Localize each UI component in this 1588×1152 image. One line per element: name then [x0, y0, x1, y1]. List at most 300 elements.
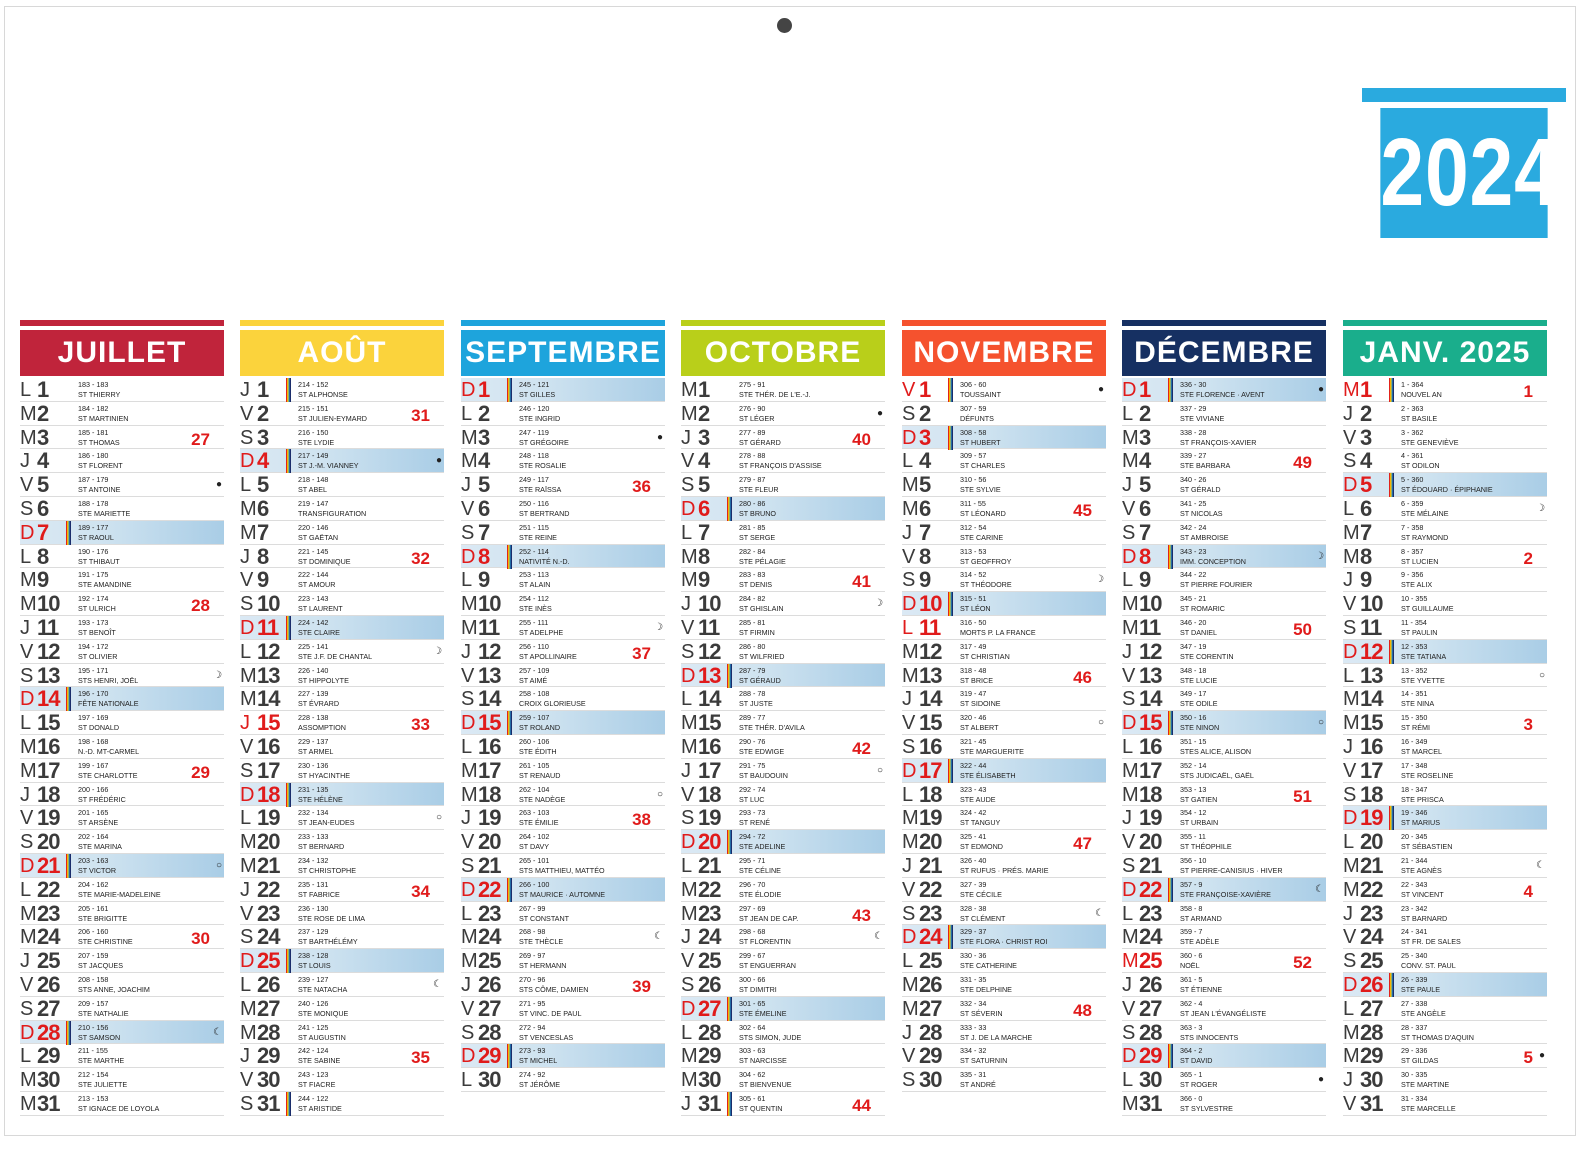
saint-name: ST GILDAS: [1401, 1056, 1439, 1066]
day-info: [298, 380, 348, 400]
weekday-letter: M: [1122, 759, 1139, 782]
day-number: 17: [257, 757, 280, 783]
day-info: [298, 547, 351, 567]
saint-name: ST FRANÇOIS D'ASSISE: [739, 461, 822, 471]
day-number: 28: [37, 1019, 60, 1045]
weekday-letter: S: [1122, 688, 1136, 711]
day-row: [20, 925, 224, 949]
day-row: [1122, 426, 1326, 450]
saint-name: ST BIENVENUE: [739, 1080, 792, 1090]
weekday-letter: M: [20, 926, 37, 949]
week-number: 28: [191, 596, 210, 616]
day-info: [1401, 832, 1452, 852]
day-info: [298, 1046, 340, 1066]
day-info: [1180, 737, 1251, 757]
day-number: 15: [1139, 710, 1162, 736]
saint-name: CROIX GLORIEUSE: [519, 699, 586, 709]
day-row: [240, 759, 444, 783]
saint-name: ST ÉVRARD: [298, 699, 340, 709]
day-info: [1180, 523, 1229, 543]
day-count: 221 - 145: [298, 546, 329, 556]
day-info: [960, 523, 1003, 543]
weekday-letter: M: [1343, 854, 1360, 877]
saint-name: ST ANDRÉ: [960, 1080, 996, 1090]
day-info: [1180, 689, 1218, 709]
day-count: 357 - 9: [1180, 879, 1203, 889]
day-row: [902, 568, 1106, 592]
day-count: 228 - 138: [298, 713, 329, 723]
day-number: 24: [37, 924, 60, 950]
day-row: [20, 449, 224, 473]
month-title: AOÛT: [240, 330, 444, 376]
saint-name: ST OLIVIER: [78, 651, 118, 661]
weekday-letter: M: [1122, 593, 1139, 616]
day-info: [739, 451, 822, 471]
saint-name: ST PIERRE FOURIER: [1180, 580, 1253, 590]
weekday-letter: V: [1343, 926, 1357, 949]
day-row: [902, 449, 1106, 473]
weekday-letter: S: [461, 521, 475, 544]
weekday-letter: D: [681, 831, 696, 854]
day-info: [519, 880, 605, 900]
day-info: [298, 785, 343, 805]
day-info: [739, 475, 779, 495]
day-row: [461, 735, 665, 759]
day-number: 10: [478, 591, 501, 617]
day-info: [1401, 1070, 1449, 1090]
day-row: [20, 473, 224, 497]
saint-name: ST VENCESLAS: [519, 1032, 574, 1042]
day-number: 26: [257, 971, 280, 997]
day-info: [298, 761, 350, 781]
day-info: [1401, 499, 1449, 519]
weekday-letter: S: [20, 664, 34, 687]
saint-name: ST ROGER: [1180, 1080, 1218, 1090]
day-number: 16: [37, 733, 60, 759]
day-count: 354 - 12: [1180, 808, 1207, 818]
school-holiday-stripe: [1168, 378, 1173, 402]
day-count: 273 - 93: [519, 1046, 546, 1056]
day-count: 296 - 70: [739, 879, 766, 889]
saint-name: STES ALICE, ALISON: [1180, 746, 1252, 756]
day-count: 1 - 364: [1401, 380, 1424, 389]
day-number: 5: [478, 472, 490, 498]
day-info: [739, 713, 805, 733]
day-count: 225 - 141: [298, 641, 329, 651]
day-count: 226 - 140: [298, 665, 329, 675]
day-number: 27: [1360, 995, 1383, 1021]
day-number: 26: [919, 971, 942, 997]
day-count: 185 - 181: [78, 427, 109, 437]
day-count: 251 - 115: [519, 522, 549, 532]
day-number: 19: [478, 805, 501, 831]
saint-name: ST BAUDOUIN: [739, 770, 788, 780]
weekday-letter: M: [1122, 783, 1139, 806]
day-info: [519, 404, 560, 424]
day-count: 298 - 68: [739, 927, 766, 937]
day-info: [78, 808, 118, 828]
school-holiday-stripe: [286, 378, 291, 402]
day-count: 209 - 157: [78, 998, 109, 1008]
day-info: [1401, 927, 1461, 947]
day-info: [519, 737, 557, 757]
day-count: 343 - 23: [1180, 546, 1207, 556]
day-count: 201 - 165: [78, 808, 109, 818]
weekday-letter: M: [461, 593, 478, 616]
day-row: [1122, 711, 1326, 735]
moon-phase-icon: ☾: [213, 1026, 222, 1038]
day-number: 22: [698, 876, 721, 902]
saint-name: STE CORENTIN: [1180, 651, 1234, 661]
day-number: 18: [257, 781, 280, 807]
weekday-letter: J: [902, 1021, 912, 1044]
saint-name: ST GHISLAIN: [739, 604, 784, 614]
day-row: [1122, 545, 1326, 569]
day-count: 312 - 54: [960, 522, 987, 532]
day-info: [960, 904, 1005, 924]
saint-name: STS CÔME, DAMIEN: [519, 984, 589, 994]
day-info: [519, 999, 581, 1019]
month-header-stripe: [20, 320, 224, 326]
day-count: 19 - 346: [1401, 808, 1428, 818]
day-row: [1343, 426, 1547, 450]
weekday-letter: M: [681, 569, 698, 592]
day-info: [519, 904, 569, 924]
day-number: 26: [698, 971, 721, 997]
day-info: [1180, 570, 1252, 590]
day-row: [20, 1068, 224, 1092]
weekday-letter: L: [681, 688, 693, 711]
day-number: 20: [698, 829, 721, 855]
saint-name: ST GÉRARD: [739, 437, 781, 447]
day-number: 23: [1139, 900, 1162, 926]
day-row: [461, 783, 665, 807]
school-holiday-stripe: [1168, 1044, 1173, 1068]
weekday-letter: M: [240, 497, 257, 520]
saint-name: NOËL: [1180, 961, 1200, 971]
saint-name: ST CONSTANT: [519, 913, 570, 923]
school-holiday-stripe: [507, 1044, 512, 1068]
day-row: [1343, 545, 1547, 569]
weekday-letter: M: [240, 521, 257, 544]
day-info: [519, 927, 563, 947]
day-row: [1122, 497, 1326, 521]
day-number: 24: [919, 924, 942, 950]
day-count: 268 - 98: [519, 927, 546, 937]
day-number: 2: [919, 400, 931, 426]
weekday-letter: J: [1343, 402, 1353, 425]
saint-name: ST URBAIN: [1180, 818, 1219, 828]
day-row: [20, 830, 224, 854]
weekday-letter: S: [1122, 854, 1136, 877]
day-count: 290 - 76: [739, 736, 766, 746]
weekday-letter: S: [681, 807, 695, 830]
day-info: [78, 713, 119, 733]
saint-name: STE LUCIE: [1180, 675, 1218, 685]
day-number: 21: [1360, 852, 1383, 878]
day-number: 4: [698, 448, 710, 474]
weekday-letter: J: [1122, 973, 1132, 996]
moon-phase-icon: ●: [876, 407, 883, 419]
day-number: 23: [1360, 900, 1383, 926]
moon-phase-icon: ○: [215, 859, 222, 871]
weekday-letter: M: [20, 426, 37, 449]
day-number: 31: [37, 1090, 60, 1116]
day-info: [519, 618, 563, 638]
saint-name: STE AMANDINE: [78, 580, 132, 590]
day-count: 21 - 344: [1401, 855, 1428, 865]
saint-name: STE NATHALIE: [78, 1008, 129, 1018]
month-title: SEPTEMBRE: [461, 330, 665, 376]
day-count: 327 - 39: [960, 879, 987, 889]
day-row: [1343, 759, 1547, 783]
saint-name: ST RAYMOND: [1401, 532, 1449, 542]
weekday-letter: M: [240, 664, 257, 687]
day-info: [78, 832, 122, 852]
day-info: [739, 737, 784, 757]
day-count: 323 - 43: [960, 784, 987, 794]
day-number: 29: [698, 1043, 721, 1069]
day-row: [1343, 473, 1547, 497]
day-number: 5: [1139, 472, 1151, 498]
weekday-letter: V: [461, 831, 475, 854]
day-info: [1180, 1023, 1238, 1043]
day-count: 291 - 75: [739, 760, 766, 770]
day-count: 280 - 86: [739, 498, 766, 508]
weekday-letter: V: [902, 545, 916, 568]
day-number: 23: [698, 900, 721, 926]
weekday-letter: S: [1343, 950, 1357, 973]
saint-name: ST JUSTE: [739, 699, 773, 709]
month-header-stripe: [240, 320, 444, 326]
saint-name: ST DENIS: [739, 580, 773, 590]
week-number: 34: [411, 881, 430, 901]
saint-name: STE PÉLAGIE: [739, 556, 786, 566]
day-number: 14: [478, 686, 501, 712]
saint-name: FÊTE NATIONALE: [78, 699, 139, 709]
day-count: 332 - 34: [960, 998, 987, 1008]
day-info: [739, 808, 770, 828]
moon-phase-icon: ☽: [654, 621, 663, 633]
day-row: [681, 997, 885, 1021]
day-number: 19: [37, 805, 60, 831]
day-info: [78, 951, 123, 971]
day-info: [78, 642, 117, 662]
saint-name: STE CATHERINE: [960, 961, 1017, 971]
day-row: [902, 830, 1106, 854]
day-number: 24: [257, 924, 280, 950]
saint-name: STE THÉR. D'AVILA: [739, 723, 805, 733]
day-info: [298, 975, 347, 995]
day-number: 28: [1139, 1019, 1162, 1045]
weekday-letter: L: [681, 1021, 693, 1044]
weekday-letter: M: [1343, 521, 1360, 544]
day-row: [1343, 1044, 1547, 1068]
weekday-letter: J: [1122, 807, 1132, 830]
day-info: [298, 523, 338, 543]
day-number: 27: [37, 995, 60, 1021]
day-number: 4: [478, 448, 490, 474]
saint-name: STE YVETTE: [1401, 675, 1445, 685]
day-info: [298, 428, 334, 448]
day-number: 23: [257, 900, 280, 926]
day-row: [20, 759, 224, 783]
day-row: [240, 783, 444, 807]
day-row: [1343, 925, 1547, 949]
day-row: [1343, 640, 1547, 664]
day-count: 306 - 60: [960, 380, 987, 389]
saint-name: MORTS P. LA FRANCE: [960, 627, 1036, 637]
day-count: 310 - 56: [960, 475, 987, 485]
saint-name: STE PRISCA: [1401, 794, 1444, 804]
day-count: 318 - 48: [960, 665, 987, 675]
day-count: 25 - 340: [1401, 951, 1428, 961]
weekday-letter: L: [1343, 997, 1355, 1020]
weekday-letter: L: [1122, 569, 1134, 592]
day-number: 1: [919, 377, 931, 402]
day-number: 9: [1139, 567, 1151, 593]
weekday-letter: M: [240, 854, 257, 877]
day-info: [78, 428, 120, 448]
week-number: 3: [1523, 715, 1533, 735]
day-number: 14: [37, 686, 60, 712]
weekday-letter: D: [902, 759, 917, 782]
day-count: 232 - 134: [298, 808, 329, 818]
day-info: [1180, 380, 1265, 400]
day-info: [960, 880, 1002, 900]
saint-name: ST GUILLAUME: [1401, 604, 1454, 614]
weekday-letter: V: [902, 712, 916, 735]
saint-name: STE ÉLODIE: [739, 889, 782, 899]
saint-name: STE NATACHA: [298, 984, 348, 994]
day-info: [1401, 713, 1430, 733]
day-info: [519, 785, 565, 805]
day-count: 183 - 183: [78, 380, 109, 389]
day-count: 26 - 339: [1401, 974, 1428, 984]
day-count: 184 - 182: [78, 403, 109, 413]
saint-name: TRANSFIGURATION: [298, 508, 367, 518]
saint-name: STE RAÏSSA: [519, 485, 562, 495]
day-count: 320 - 46: [960, 713, 987, 723]
day-count: 270 - 96: [519, 974, 546, 984]
day-count: 283 - 83: [739, 570, 766, 580]
day-info: [960, 832, 1003, 852]
day-count: 244 - 122: [298, 1093, 329, 1103]
day-info: [519, 856, 605, 876]
moon-phase-icon: ○: [876, 764, 883, 776]
saint-name: ST BARTHÉLÉMY: [298, 937, 358, 947]
weekday-letter: V: [902, 1045, 916, 1068]
weekday-letter: V: [902, 878, 916, 901]
weekday-letter: V: [681, 783, 695, 806]
day-row: [681, 687, 885, 711]
saint-name: ST LUC: [739, 794, 765, 804]
weekday-letter: M: [1122, 1092, 1139, 1115]
day-info: [960, 856, 1049, 876]
saint-name: ST BRICE: [960, 675, 994, 685]
saint-name: ST FLORENT: [78, 461, 123, 471]
weekday-letter: S: [240, 1092, 254, 1115]
day-count: 29 - 336: [1401, 1046, 1428, 1056]
day-number: 10: [1139, 591, 1162, 617]
day-info: [78, 975, 150, 995]
saint-name: ST PAULIN: [1401, 627, 1438, 637]
day-number: 23: [37, 900, 60, 926]
day-count: 274 - 92: [519, 1070, 546, 1080]
day-number: 5: [698, 472, 710, 498]
weekday-letter: D: [902, 926, 917, 949]
day-count: 199 - 167: [78, 760, 109, 770]
day-count: 30 - 335: [1401, 1070, 1428, 1080]
weekday-letter: D: [20, 1021, 35, 1044]
day-row: [902, 783, 1106, 807]
weekday-letter: V: [20, 973, 34, 996]
day-number: 27: [478, 995, 501, 1021]
day-info: [1401, 404, 1437, 424]
school-holiday-stripe: [507, 878, 512, 902]
day-count: 286 - 80: [739, 641, 766, 651]
saint-name: ST DAVY: [519, 842, 550, 852]
weekday-letter: V: [20, 807, 34, 830]
day-count: 325 - 41: [960, 832, 987, 842]
saint-name: ST LAURENT: [298, 604, 343, 614]
weekday-letter: L: [240, 474, 252, 497]
saint-name: ST ULRICH: [78, 604, 116, 614]
day-row: [902, 997, 1106, 1021]
saint-name: STE DELPHINE: [960, 984, 1012, 994]
day-number: 25: [257, 948, 280, 974]
day-info: [519, 475, 561, 495]
day-count: 243 - 123: [298, 1070, 329, 1080]
day-row: [240, 854, 444, 878]
weekday-letter: D: [20, 854, 35, 877]
weekday-letter: S: [20, 997, 34, 1020]
saint-name: ST FIACRE: [298, 1080, 336, 1090]
day-row: [240, 687, 444, 711]
day-count: 265 - 101: [519, 855, 550, 865]
day-count: 358 - 8: [1180, 903, 1203, 913]
day-count: 207 - 159: [78, 951, 109, 961]
week-number: 38: [632, 810, 651, 830]
day-count: 260 - 106: [519, 736, 550, 746]
day-row: [240, 973, 444, 997]
day-count: 20 - 345: [1401, 832, 1428, 842]
saint-name: STE ROSELINE: [1401, 770, 1454, 780]
day-row: [1343, 378, 1547, 402]
day-row: [20, 1021, 224, 1045]
day-info: [519, 808, 559, 828]
day-count: 15 - 350: [1401, 713, 1428, 723]
week-number: 44: [852, 1095, 871, 1115]
week-number: 42: [852, 738, 871, 758]
day-number: 3: [1139, 424, 1151, 450]
day-count: 344 - 22: [1180, 570, 1207, 580]
week-number: 33: [411, 715, 430, 735]
day-number: 25: [1139, 948, 1162, 974]
day-row: [461, 854, 665, 878]
day-count: 366 - 0: [1180, 1093, 1203, 1103]
day-row: [902, 711, 1106, 735]
day-row: [681, 854, 885, 878]
weekday-letter: M: [461, 426, 478, 449]
weekday-letter: L: [461, 1069, 473, 1092]
day-count: 333 - 33: [960, 1022, 987, 1032]
weekday-letter: S: [902, 1069, 916, 1092]
day-count: 214 - 152: [298, 380, 329, 389]
day-number: 16: [698, 733, 721, 759]
day-count: 3 - 362: [1401, 427, 1424, 437]
day-number: 30: [1139, 1067, 1162, 1093]
